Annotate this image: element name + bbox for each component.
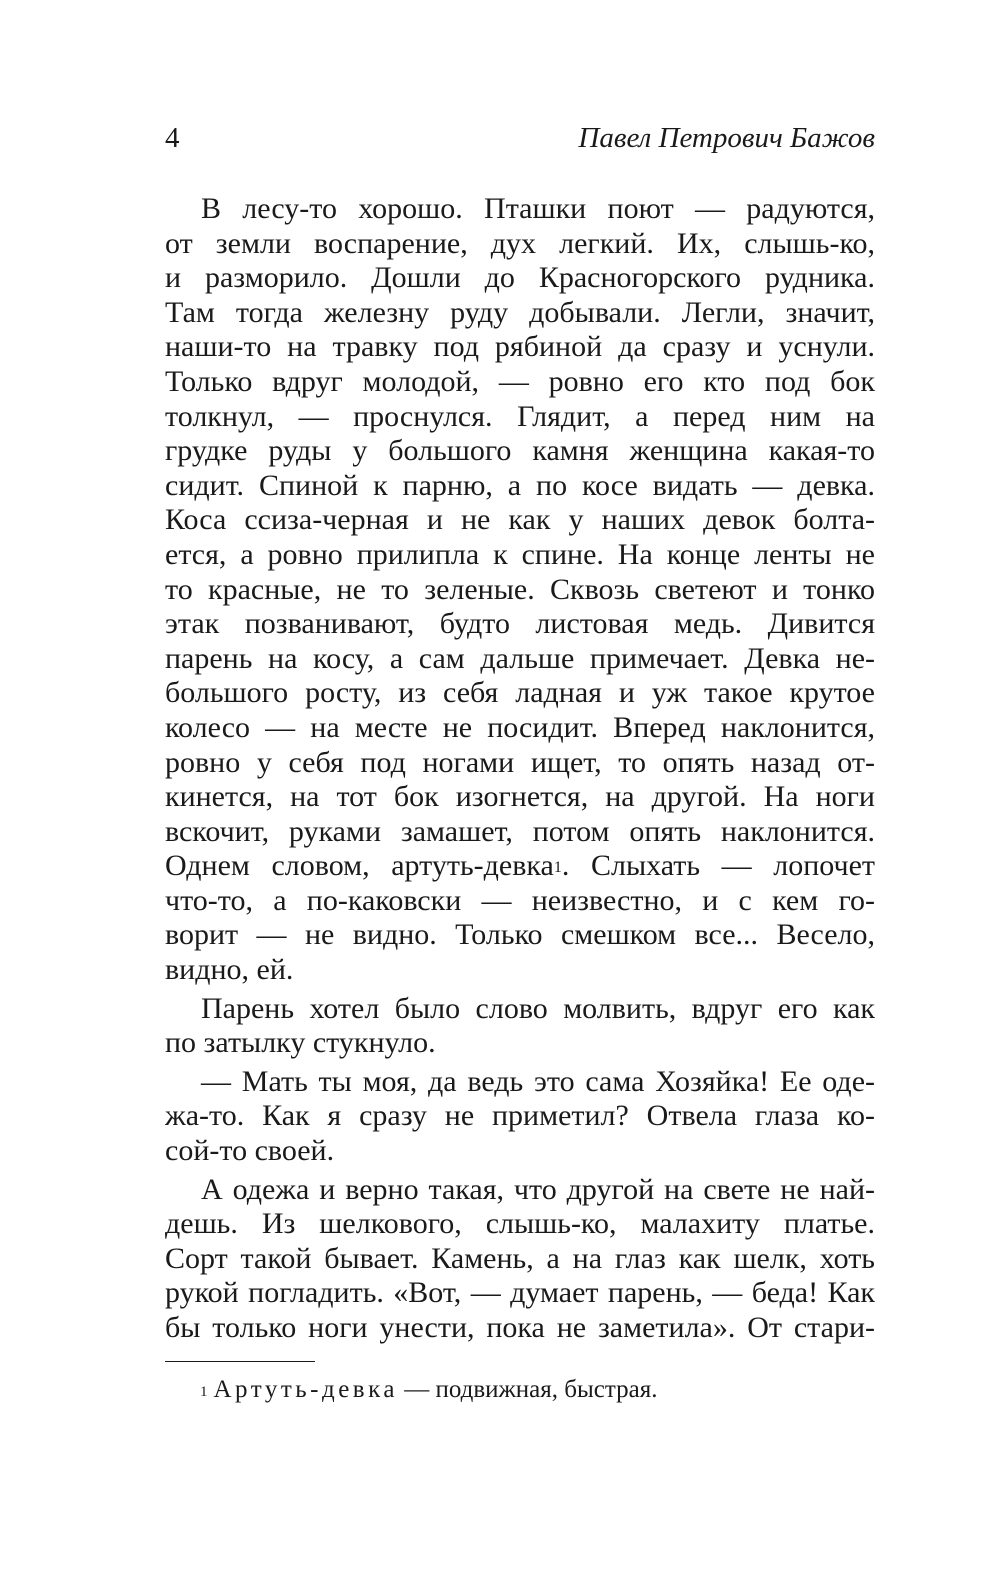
text-line: парень на косу, а сам дальше примечает. Девка не- bbox=[165, 641, 875, 675]
text-line: ровно у себя под ногами ищет, то опять назад от- bbox=[165, 745, 875, 779]
text-line: грудке руды у большого камня женщина какая-то bbox=[165, 434, 875, 468]
text-line: вскочит, руками замашет, потом опять наклонится. bbox=[165, 814, 875, 848]
text-line: сой-то своей. bbox=[165, 1134, 335, 1168]
text-line: рукой погладить. «Вот, — думает парень, — беда! Как bbox=[165, 1276, 875, 1310]
paragraph-1 bbox=[165, 192, 875, 988]
text-line: бы только ноги унести, пока не заметила». От стари- bbox=[165, 1311, 875, 1344]
page-number: 4 bbox=[165, 122, 180, 154]
text-line: что-то, а по-каковски — неизвестно, и с кем го- bbox=[165, 883, 875, 917]
text-line: этак позванивают, будто листовая медь. Дивится bbox=[165, 607, 875, 641]
text-line: А одежа и верно такая, что другой на свете не най- bbox=[201, 1172, 875, 1206]
paragraph-3 bbox=[165, 1065, 875, 1169]
text-line: — Мать ты моя, да ведь это сама Хозяйка! Ее оде- bbox=[201, 1064, 875, 1098]
text-line: большого росту, из себя ладная и уж такое крутое bbox=[165, 676, 875, 710]
text-line: от земли воспарение, дух легкий. Их, слышь-ко, bbox=[165, 226, 875, 260]
text-line: Парень хотел было слово молвить, вдруг его как bbox=[201, 991, 875, 1025]
footnote-mark: 1 bbox=[200, 1384, 208, 1400]
text-line: Сорт такой бывает. Камень, а на глаз как шелк, хоть bbox=[165, 1241, 875, 1275]
text-line: дешь. Из шелкового, слышь-ко, малахиту платье. bbox=[165, 1207, 875, 1241]
text-line: то красные, не то зеленые. Сквозь светеют и тонко bbox=[165, 572, 875, 606]
footnote-reference[interactable]: 1 bbox=[553, 859, 562, 877]
text-line: видно, ей. bbox=[165, 953, 294, 987]
text-line: сидит. Спиной к парню, а по косе видать — девка. bbox=[165, 468, 875, 502]
text-line: ворит — не видно. Только смешком все... Весело, bbox=[165, 918, 875, 952]
text-fragment: Однем словом, артуть-девка bbox=[165, 849, 554, 883]
text-line: Там тогда железну руду добывали. Легли, значит, bbox=[165, 295, 875, 329]
text-line: Коса ссиза-черная и не как у наших девок болта- bbox=[165, 503, 875, 537]
text-line: жа-то. Как я сразу не приметил? Отвела глаза ко- bbox=[165, 1099, 875, 1133]
running-head: Павел Петрович Бажов bbox=[578, 122, 875, 154]
text-line: по затылку стукнуло. bbox=[165, 1026, 436, 1060]
footnote-term: Артуть-девка bbox=[213, 1376, 398, 1403]
paragraph-4 bbox=[165, 1173, 875, 1346]
text-fragment: . Слыхать — лопочет bbox=[561, 849, 875, 883]
text-line: и разморило. Дошли до Красногорского рудника. bbox=[165, 261, 875, 295]
paragraph-2 bbox=[165, 992, 875, 1061]
text-line: наши-то на травку под рябиной да сразу и уснули. bbox=[165, 330, 875, 364]
text-line: Только вдруг молодой, — ровно его кто под бок bbox=[165, 364, 875, 398]
page-header bbox=[165, 118, 875, 158]
body-text bbox=[165, 192, 875, 1350]
text-line: кинется, на тот бок изогнется, на другой. На ноги bbox=[165, 780, 875, 814]
text-line: толкнул, — проснулся. Глядит, а перед ним на bbox=[165, 399, 875, 433]
text-line: колесо — на месте не посидит. Вперед наклонится, bbox=[165, 710, 875, 744]
text-line: ется, а ровно прилипла к спине. На конце ленты не bbox=[165, 537, 875, 571]
footnote-divider bbox=[165, 1361, 315, 1362]
footnote bbox=[200, 1374, 657, 1406]
text-line-with-footnote bbox=[165, 849, 875, 884]
text-line: В лесу-то хорошо. Пташки поют — радуются, bbox=[201, 192, 875, 225]
footnote-definition: — подвижная, быстрая. bbox=[397, 1376, 658, 1403]
